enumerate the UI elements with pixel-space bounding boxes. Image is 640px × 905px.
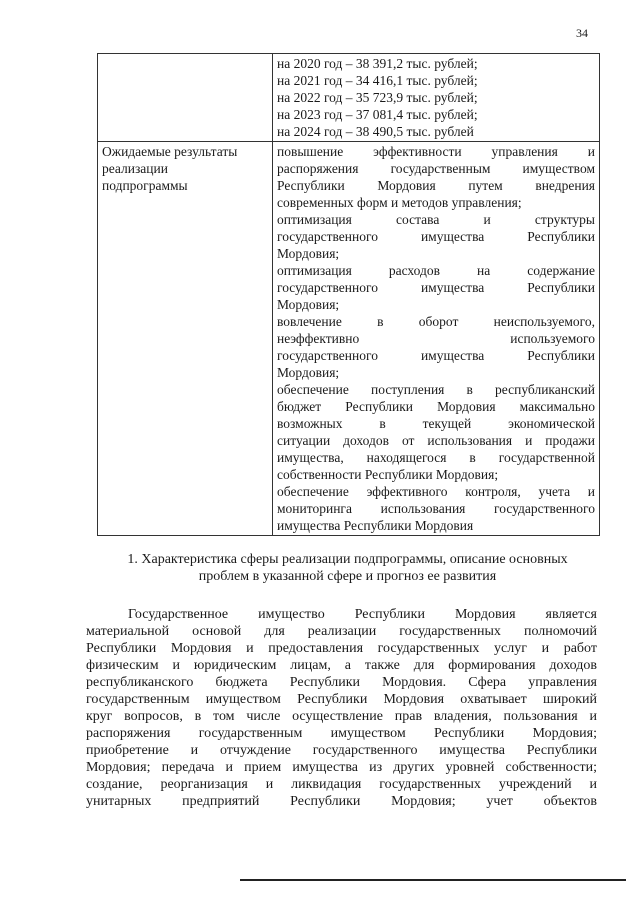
- result-line: Мордовия;: [277, 297, 340, 312]
- paragraph-line: Мордовия; передача и прием имущества из других уровней собственности;: [86, 760, 597, 775]
- funding-line-2023: на 2023 год – 37 081,4 тыс. рублей;: [277, 107, 478, 122]
- expected-results-label-line: Ожидаемые результаты: [102, 144, 238, 159]
- result-line: мониторинга использования государственного: [277, 501, 595, 516]
- result-line: повышение эффективности управления и: [277, 144, 595, 159]
- result-line: государственного имущества Республики: [277, 229, 595, 244]
- table-cell-empty: [98, 54, 273, 142]
- result-line: Республики Мордовия путем внедрения: [277, 178, 595, 193]
- section-heading-line: 1. Характеристика сферы реализации подпрограммы, описание основных: [127, 552, 568, 567]
- paragraph-line: Государственное имущество Республики Мордовия является: [128, 607, 597, 622]
- result-line: оптимизация расходов на содержание: [277, 263, 595, 278]
- result-line: ситуации доходов от использования и продажи: [277, 433, 595, 448]
- page-number: 34: [576, 26, 588, 40]
- paragraph-line: создание, реорганизация и ликвидация государственных учреждений и: [86, 777, 597, 792]
- subprogram-passport-table: [97, 53, 600, 536]
- expected-results-cell: [273, 142, 600, 536]
- paragraph-line: распоряжения государственным имуществом Республики Мордовия;: [86, 726, 597, 741]
- expected-results-label-line: подпрограммы: [102, 178, 188, 193]
- result-line: государственного имущества Республики: [277, 348, 595, 363]
- funding-line-2020: на 2020 год – 38 391,2 тыс. рублей;: [277, 56, 478, 71]
- result-line: имущества Республики Мордовия: [277, 518, 474, 533]
- paragraph-line: круг вопросов, в том числе осуществление прав владения, пользования и: [86, 709, 597, 724]
- paragraph-line: Республики Мордовия и предоставления государственных услуг и работ: [86, 641, 597, 656]
- funding-line-2024: на 2024 год – 38 490,5 тыс. рублей: [277, 124, 474, 139]
- paragraph-line: государственным имуществом Республики Мордовия охватывает широкий: [86, 692, 597, 707]
- result-line: обеспечение эффективного контроля, учета и: [277, 484, 595, 499]
- funding-by-year-cell: [273, 54, 600, 142]
- section-heading: [100, 551, 595, 585]
- paragraph-line: республиканского бюджета Республики Мордовия. Сфера управления: [86, 675, 597, 690]
- paragraph-line: приобретение и отчуждение государственного имущества Республики: [86, 743, 597, 758]
- paragraph-line: унитарных предприятий Республики Мордовия; учет объектов: [86, 794, 597, 809]
- table-row: [98, 54, 600, 142]
- paragraph-line: физическим и юридическим лицам, а также для формирования доходов: [86, 658, 597, 673]
- funding-line-2021: на 2021 год – 34 416,1 тыс. рублей;: [277, 73, 478, 88]
- expected-results-label-line: реализации: [102, 161, 168, 176]
- result-line: Мордовия;: [277, 365, 340, 380]
- result-line: современных форм и методов управления;: [277, 195, 522, 210]
- result-line: собственности Республики Мордовия;: [277, 467, 499, 482]
- result-line: Мордовия;: [277, 246, 340, 261]
- footer-rule: [240, 879, 626, 881]
- result-line: оптимизация состава и структуры: [277, 212, 595, 227]
- section-heading-line: проблем в указанной сфере и прогноз ее развития: [198, 569, 497, 584]
- result-line: распоряжения государственным имуществом: [277, 161, 595, 176]
- paragraph-line: материальной основой для реализации государственных полномочий: [86, 624, 597, 639]
- result-line: неэффективно используемого: [277, 331, 595, 346]
- result-line: вовлечение в оборот неиспользуемого,: [277, 314, 595, 329]
- table-row: [98, 142, 600, 536]
- result-line: обеспечение поступления в республиканский: [277, 382, 595, 397]
- funding-line-2022: на 2022 год – 35 723,9 тыс. рублей;: [277, 90, 478, 105]
- result-line: имущества, находящегося в государственной: [277, 450, 595, 465]
- expected-results-label-cell: [98, 142, 273, 536]
- result-line: возможных в текущей экономической: [277, 416, 595, 431]
- body-paragraph: [86, 606, 597, 810]
- result-line: государственного имущества Республики: [277, 280, 595, 295]
- result-line: бюджет Республики Мордовия максимально: [277, 399, 595, 414]
